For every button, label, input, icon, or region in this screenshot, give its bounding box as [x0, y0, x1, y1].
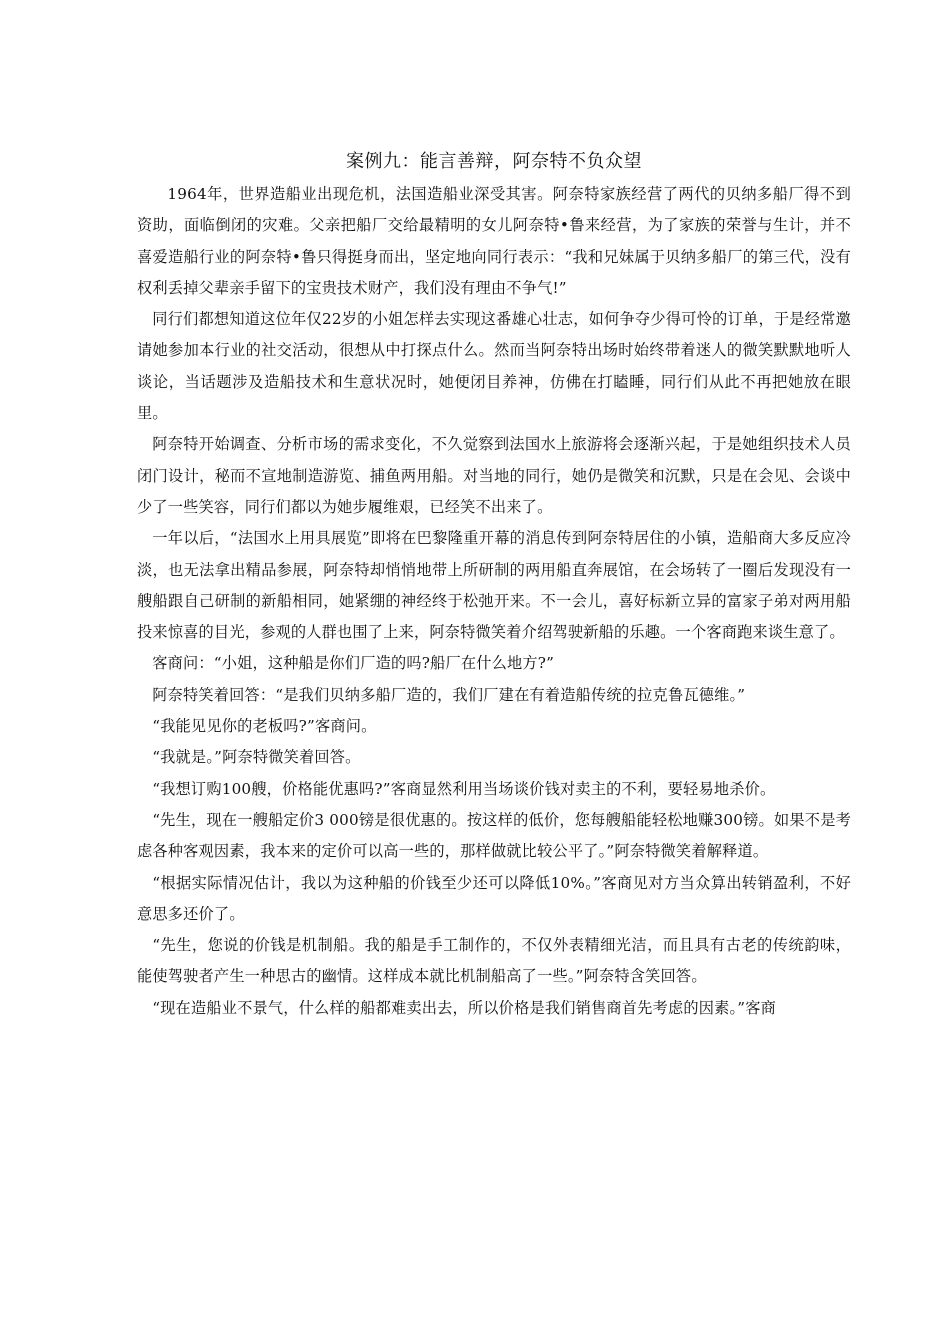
- paragraph-3: 阿奈特开始调查、分析市场的需求变化，不久觉察到法国水上旅游将会逐渐兴起，于是她组织技术人员闭门设计，秘而不宣地制造游览、捕鱼两用船。对当地的同行，她仍是微笑和沉默，只是在会见、会谈中少了一些笑容，同行们都以为她步履维艰，已经笑不出来了。: [137, 435, 851, 516]
- paragraph-2: 同行们都想知道这位年仅22岁的小姐怎样去实现这番雄心壮志，如何争夺少得可怜的订单，于是经常邀请她参加本行业的社交活动，很想从中打探点什么。然而当阿奈特出场时始终带着迷人的微笑默默地听人谈论，当话题涉及造船技术和生意状况时，她便闭目养神，仿佛在打瞌睡，同行们从此不再把她放在眼里。: [137, 310, 851, 423]
- document-body: [137, 145, 851, 1024]
- paragraph-10: “先生，现在一艘船定价3 000镑是很优惠的。按这样的低价，您每艘船能轻松地赚300镑。如果不是考虑各种客观因素，我本来的定价可以高一些的，那样做就比较公平了。”阿奈特微笑着解释道。: [137, 810, 851, 861]
- document-title: 案例九：能言善辩，阿奈特不负众望: [346, 151, 642, 172]
- paragraph-12: “先生，您说的价钱是机制船。我的船是手工制作的，不仅外表精细光洁，而且具有古老的传统韵味，能使驾驶者产生一种思古的幽情。这样成本就比机制船高了一些。”阿奈特含笑回答。: [137, 936, 851, 986]
- paragraph-9: “我想订购100艘，价格能优惠吗?”客商显然利用当场谈价钱对卖主的不利，要轻易地杀价。: [152, 779, 776, 798]
- paragraph-7: “我能见见你的老板吗?”客商问。: [152, 717, 377, 736]
- paragraph-13: “现在造船业不景气，什么样的船都难卖出去，所以价格是我们销售商首先考虑的因素。”客商: [152, 998, 777, 1017]
- paragraph-1: 1964年，世界造船业出现危机，法国造船业深受其害。阿奈特家族经营了两代的贝纳多船厂得不到资助，面临倒闭的灾难。父亲把船厂交给最精明的女儿阿奈特•鲁来经营，为了家族的荣誉与生计，并不喜爱造船行业的阿奈特•鲁只得挺身而出，坚定地向同行表示：“我和兄妹属于贝纳多船厂的第三代，没有权利丢掉父辈亲手留下的宝贵技术财产，我们没有理由不争气!”: [137, 185, 851, 297]
- paragraph-4: 一年以后，“法国水上用具展览”即将在巴黎隆重开幕的消息传到阿奈特居住的小镇，造船商大多反应冷淡，也无法拿出精品参展，阿奈特却悄悄地带上所研制的两用船直奔展馆，在会场转了一圈后发现没有一艘船跟自己研制的新船相同，她紧绷的神经终于松弛开来。不一会儿，喜好标新立异的富家子弟对两用船投来惊喜的目光，参观的人群也围了上来，阿奈特微笑着介绍驾驶新船的乐趣。一个客商跑来谈生意了。: [137, 529, 851, 642]
- paragraph-11: “根据实际情况估计，我以为这种船的价钱至少还可以降低10%。”客商见对方当众算出转销盈利，不好意思多还价了。: [137, 873, 851, 923]
- paragraph-5: 客商问：“小姐，这种船是你们厂造的吗?船厂在什么地方?”: [152, 654, 555, 673]
- paragraph-6: 阿奈特笑着回答：“是我们贝纳多船厂造的，我们厂建在有着造船传统的拉克鲁瓦德维。”: [152, 685, 746, 704]
- paragraph-8: “我就是。”阿奈特微笑着回答。: [152, 748, 361, 767]
